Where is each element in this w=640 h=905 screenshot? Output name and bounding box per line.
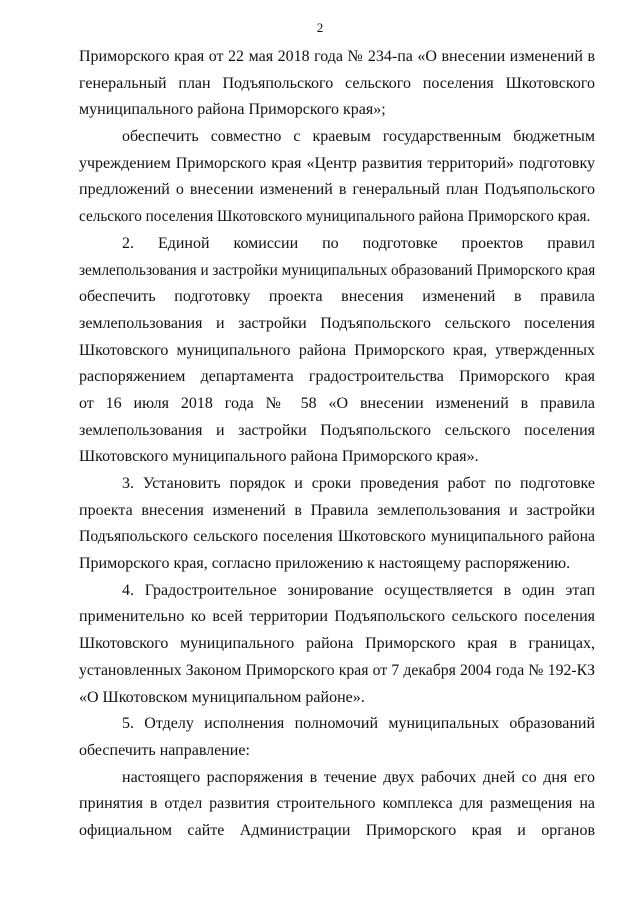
text-line: проекта внесения изменений в Правила землепользования и застройки: [79, 501, 595, 519]
text-line: Шкотовского муниципального района Приморского края, утвержденных: [79, 341, 595, 359]
text-line: установленных Законом Приморского края от 7 декабря 2004 года № 192-КЗ: [79, 661, 595, 679]
document-body: [79, 44, 595, 845]
text-line: принятия в отдел развития строительного комплекса для размещения на: [79, 795, 595, 813]
text-line: «О Шкотовском муниципальном районе».: [79, 688, 365, 706]
text-line: обеспечить направление:: [79, 741, 250, 759]
text-line: учреждением Приморского края «Центр развития территорий» подготовку: [79, 154, 595, 172]
text-line: применительно ко всей территории Подъяпольского сельского поселения: [79, 608, 595, 626]
text-line: землепользования и застройки Подъяпольского сельского поселения: [79, 421, 595, 439]
text-line: обеспечить совместно с краевым государственным бюджетным: [122, 128, 595, 146]
text-line: 5. Отделу исполнения полномочий муниципальных образований: [122, 715, 595, 733]
text-line: Шкотовского муниципального района Приморского края в границах,: [79, 635, 595, 653]
text-line: настоящего распоряжения в течение двух рабочих дней со дня его: [122, 768, 595, 786]
text-line: от 16 июля 2018 года № 58 «О внесении изменений в правила: [79, 394, 595, 412]
text-line: Приморского края от 22 мая 2018 года № 234-па «О внесении изменений в: [79, 48, 595, 65]
text-line: 2. Единой комиссии по подготовке проектов правил: [122, 234, 595, 252]
text-line: землепользования и застройки муниципальных образований Приморского края: [79, 261, 596, 279]
text-line: обеспечить подготовку проекта внесения изменений в правила: [79, 288, 595, 306]
text-line: сельского поселения Шкотовского муниципального района Приморского края.: [79, 208, 591, 226]
page-number: 2: [316, 20, 324, 35]
text-line: Подъяпольского сельского поселения Шкотовского муниципального района: [79, 528, 595, 546]
text-line: Приморского края, согласно приложению к настоящему распоряжению.: [79, 555, 571, 573]
text-line: муниципального района Приморского края»;: [79, 101, 386, 119]
text-line: 4. Градостроительное зонирование осуществляется в один этап: [122, 581, 595, 599]
text-line: генеральный план Подъяпольского сельского поселения Шкотовского: [79, 74, 595, 92]
text-line: 3. Установить порядок и сроки проведения работ по подготовке: [122, 475, 595, 492]
text-line: землепользования и застройки Подъяпольского сельского поселения: [79, 314, 595, 332]
text-line: официальном сайте Администрации Приморского края и органов: [79, 821, 595, 839]
text-line: распоряжением департамента градостроительства Приморского края: [79, 368, 595, 386]
text-line: предложений о внесении изменений в генеральный план Подъяпольского: [79, 181, 595, 199]
text-line: Шкотовского муниципального района Приморского края».: [79, 448, 479, 466]
